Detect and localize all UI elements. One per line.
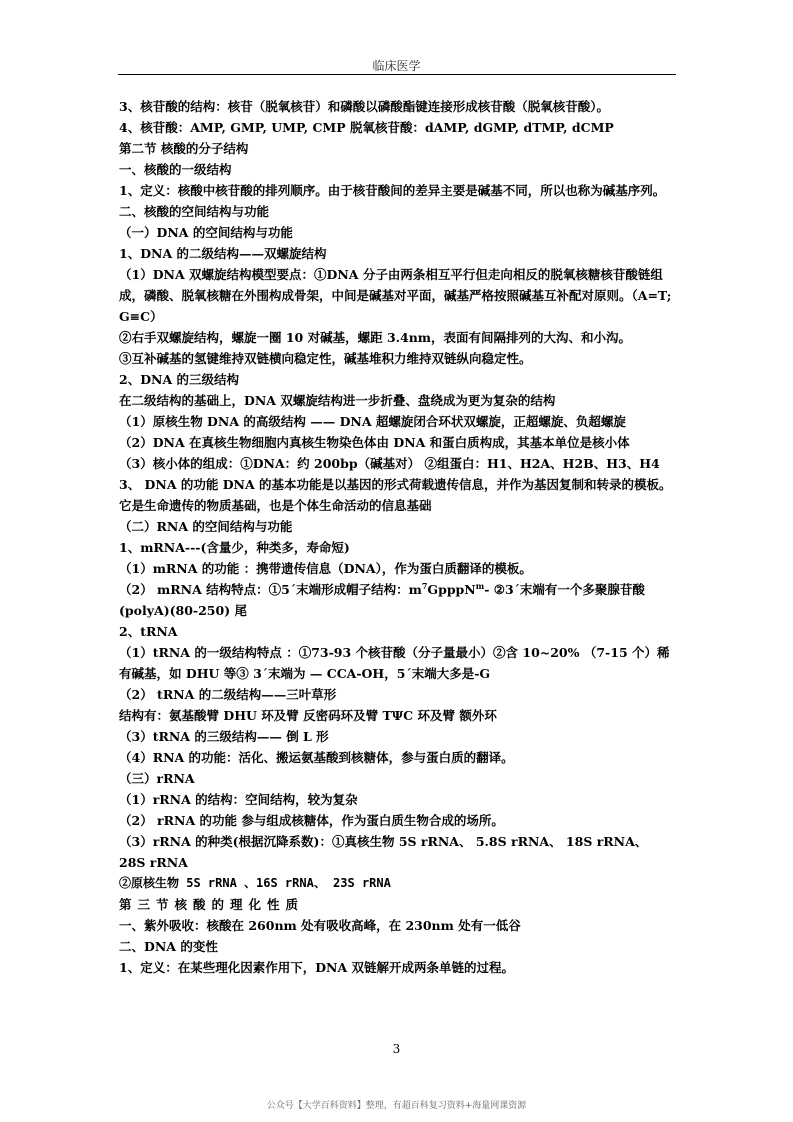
text-line: （3）核小体的组成：①DNA：约 200bp（碱基对） ②组蛋白：H1、H2A、H2B、H3、H4 (119, 456, 660, 471)
subsection-heading: 一、核酸的一级结构 (119, 162, 232, 177)
text-line: 结构有：氨基酸臂 DHU 环及臂 反密码环及臂 TΨC 环及臂 额外环 (119, 708, 497, 723)
text-line: （1）原核生物 DNA 的高级结构 —— DNA 超螺旋闭合环状双螺旋，正超螺旋、负超螺旋 (119, 414, 626, 429)
text-line: 3、 DNA 的功能 DNA 的基本功能是以基因的形式荷载遗传信息，并作为基因复制和转录的模板。它是生命遗传的物质基础，也是个体生命活动的信息基础 (119, 477, 672, 513)
section-heading: 第二节 核酸的分子结构 (119, 141, 249, 156)
superscript: 7 (421, 580, 428, 591)
mrna-structure-line (119, 579, 675, 621)
text-line: 3、核苷酸的结构：核苷（脱氧核苷）和磷酸以磷酸酯键连接形成核苷酸（脱氧核苷酸）。 (119, 99, 609, 114)
text-fragment: GpppN (427, 582, 476, 597)
superscript: m (475, 580, 485, 591)
running-header: 临床医学 (372, 59, 421, 73)
text-fragment: - ②3´末端有一个多聚腺苷酸(polyA)(80-250) 尾 (119, 582, 645, 618)
text-line: ②右手双螺旋结构，螺旋一圈 10 对碱基，螺距 3.4nm，表面有间隔排列的大沟、和小沟。 (119, 330, 632, 345)
text-line: 1、DNA 的二级结构——双螺旋结构 (119, 246, 327, 261)
text-line: （2）DNA 在真核生物细胞内真核生物染色体由 DNA 和蛋白质构成，其基本单位是核小体 (119, 435, 630, 450)
text-line: （4）RNA 的功能：活化、搬运氨基酸到核糖体，参与蛋白质的翻译。 (119, 750, 514, 765)
page-number: 3 (392, 1042, 401, 1056)
page-content (119, 96, 675, 978)
text-line: （2） tRNA 的二级结构——三叶草形 (119, 687, 337, 702)
text-line: 1、mRNA---(含量少，种类多，寿命短) (119, 540, 350, 555)
text-line: ②原核生物 5S rRNA 、16S rRNA、 23S rRNA (119, 876, 391, 890)
subsection-heading: 二、DNA 的变性 (119, 939, 218, 954)
text-line: （一）DNA 的空间结构与功能 (119, 225, 293, 240)
text-line: （3）rRNA 的种类(根据沉降系数)：①真核生物 5S rRNA、 5.8S rRNA、 18S rRNA、 28S rRNA (119, 834, 648, 870)
text-line: （二）RNA 的空间结构与功能 (119, 519, 293, 534)
text-line: 1、定义：核酸中核苷酸的排列顺序。由于核苷酸间的差异主要是碱基不同，所以也称为碱基序列。 (119, 183, 666, 198)
text-line: 2、DNA 的三级结构 (119, 372, 240, 387)
text-line: （1）DNA 双螺旋结构模型要点：①DNA 分子由两条相互平行但走向相反的脱氧核糖核苷酸链组成，磷酸、脱氧核糖在外围构成骨架，中间是碱基对平面，碱基严格按照碱基互补配对原则。（A=T; G≡C） (119, 267, 672, 324)
section-heading: 第三节核酸的理化性质 (119, 897, 305, 912)
text-line: 在二级结构的基础上，DNA 双螺旋结构进一步折叠、盘绕成为更为复杂的结构 (119, 393, 556, 408)
text-line: （1）mRNA 的功能 ：携带遗传信息（DNA），作为蛋白质翻译的模板。 (119, 561, 532, 576)
text-line: ③互补碱基的氢键维持双链横向稳定性，碱基堆积力维持双链纵向稳定性。 (119, 351, 532, 366)
text-line: （2） rRNA 的功能 参与组成核糖体，作为蛋白质生物合成的场所。 (119, 813, 504, 828)
text-line: 4、核苷酸：AMP, GMP, UMP, CMP 脱氧核苷酸：dAMP, dGMP, dTMP, dCMP (119, 120, 614, 135)
text-line: 2、tRNA (119, 624, 178, 639)
header-divider (118, 74, 676, 75)
text-line: （1）rRNA 的结构：空间结构，较为复杂 (119, 792, 358, 807)
text-line: （三）rRNA (119, 771, 195, 786)
text-line: 1、定义：在某些理化因素作用下，DNA 双链解开成两条单链的过程。 (119, 960, 515, 975)
subsection-heading: 二、核酸的空间结构与功能 (119, 204, 270, 219)
text-line: （3）tRNA 的三级结构—— 倒 L 形 (119, 729, 329, 744)
text-line: 一、紫外吸收：核酸在 260nm 处有吸收高峰，在 230nm 处有一低谷 (119, 918, 521, 933)
text-fragment: （2） mRNA 结构特点：①5´末端形成帽子结构：m (119, 582, 422, 597)
text-line: （1）tRNA 的一级结构特点 ：①73-93 个核苷酸（分子量最小）②含 10~20% （7-15 个）稀有碱基，如 DHU 等③ 3´末端为 — CCA-OH，5´末端大多是-G (119, 645, 670, 681)
footer-note: 公众号【大学百科资料】整理，有超百科复习资料+海量网课资源 (266, 1101, 527, 1111)
